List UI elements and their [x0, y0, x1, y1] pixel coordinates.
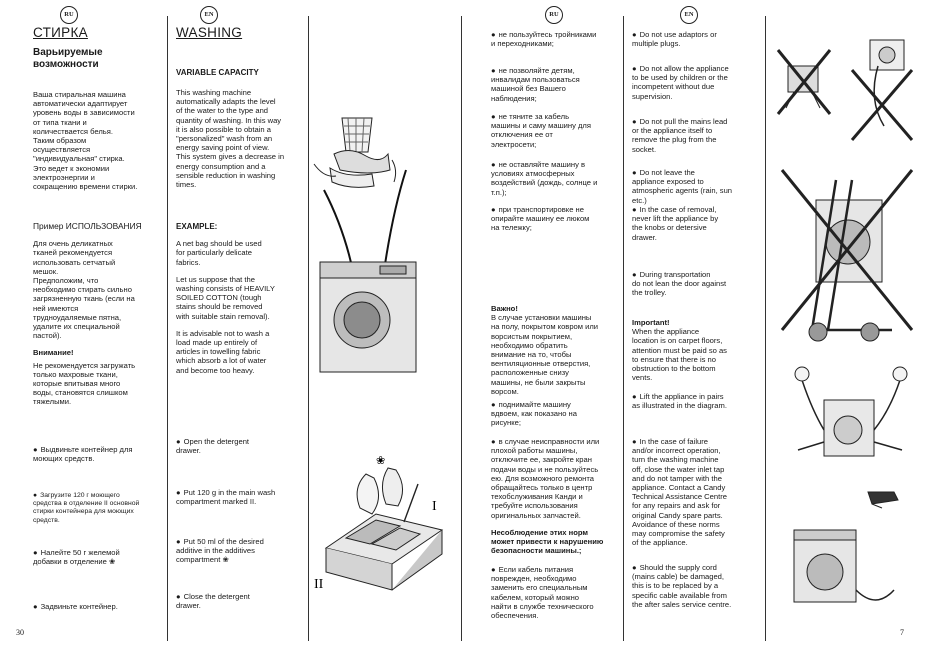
en-bullet-8: ● In the case of failure and/or incorrect operation, turn the washing machine off, close the water inlet tap and do not tamper with the appliance. Contact a Candy Technical Assistance Centre for any repairs and ask for original Candy spare parts. Avoidance of these norms may compromise the safety of the appliance.	[632, 437, 762, 547]
en-bullet-1: ● Do not use adaptors or multiple plugs.	[632, 30, 762, 48]
pull-plug-icon	[852, 40, 912, 140]
ru-important-block	[491, 304, 621, 404]
safety-illustrations	[772, 30, 922, 630]
en-column	[632, 30, 762, 56]
ru-example-text: Для очень деликатных тканей рекомендуется использовать сетчатый мешок. Предположим, что необходимо стирать сильно загрязненную ткань (если на ней имеются трудноудаляемые пятна, удалите их специальной пастой).	[33, 239, 135, 341]
en-bullet-8-block	[632, 437, 762, 555]
page-number: 7	[900, 628, 904, 637]
column-divider	[308, 16, 309, 641]
main-wash-compartment-label: I	[432, 499, 437, 514]
en-example-block	[176, 222, 304, 383]
ru-important-text: В случае установки машины на полу, покрытом ковром или ворсистым покрытием, необходимо обратить внимание на то, чтобы вентиляционные отверстия, расположенные снизу машины, не были закрыты ворсом.	[491, 313, 599, 396]
ru-step-2-text: ● Загрузите 120 г моющего средства в отделение II основной стирки контейнера для моющих средств.	[33, 492, 165, 525]
washing-machine-icon	[320, 262, 416, 372]
ru-step-1-text: ● Выдвиньте контейнер для моющих средств.	[33, 445, 165, 463]
ru-bullet-7: ● в случае неисправности или плохой работы машины, отключите ее, закройте кран подачи воды и не пользуйтесь ею. Для возможного ремонта обращайтесь только в центр техобслуживания Канди и требуйте использования оригинальных запчастей.	[491, 437, 621, 520]
ru-subtitle: Варьируемые возможности	[33, 47, 103, 71]
ru-language-badge: RU	[545, 6, 563, 24]
en-column	[176, 25, 304, 40]
ru-bullet-5: ● при транспортировке не опирайте машину ее люком на тележку;	[491, 205, 621, 233]
en-step-3-text: ● Put 50 ml of the desired additive in the additives compartment	[176, 537, 264, 564]
page-number: 30	[16, 628, 24, 637]
en-title: WASHING	[176, 25, 243, 40]
en-bullet-3-block	[632, 117, 762, 162]
en-intro-block	[176, 88, 304, 197]
en-important-heading: Important!	[632, 318, 670, 327]
en-example-text-1: A net bag should be used for particularly delicate fabrics.	[176, 239, 262, 267]
ru-bullet-4-block	[491, 160, 621, 205]
ru-step-4	[33, 602, 165, 619]
en-bullet-3: ● Do not pull the mains lead or the appliance itself to remove the plug from the socket.	[632, 117, 762, 154]
ru-important-heading: Важно!	[491, 304, 518, 313]
trolley-transport-icon	[782, 170, 912, 341]
prewash-compartment-label: II	[314, 577, 324, 592]
flower-additive-icon: ❀	[109, 557, 116, 567]
ru-warning-heading: Несоблюдение этих норм может привести к нарушению безопасности машины.;	[491, 528, 604, 556]
flower-additive-icon: ❀	[222, 555, 229, 565]
en-bullet-5-block	[632, 205, 762, 250]
ru-bullet-3: ● не тяните за кабель машины и саму машину для отключения ее от электросети;	[491, 112, 621, 149]
en-step-3	[176, 537, 304, 565]
ru-step-4-text: ● Задвиньте контейнер.	[33, 602, 165, 611]
ru-title: СТИРКА	[33, 25, 88, 40]
lift-in-pairs-icon	[795, 367, 907, 456]
ru-warning-block	[491, 528, 621, 564]
laundry-machine-illustration	[310, 90, 458, 380]
ru-attention-text: Не рекомендуется загружать только махровые ткани, которые впитывая много воды, становятся слишком тяжелыми.	[33, 360, 136, 407]
en-bullet-5: ● In the case of removal, never lift the appliance by the knobs or detersive drawer.	[632, 205, 762, 242]
flower-additive-icon: ❀	[376, 455, 386, 467]
laundry-basket-icon	[314, 118, 396, 187]
en-language-badge: EN	[680, 6, 698, 24]
en-step-2	[176, 488, 304, 514]
en-important-block	[632, 318, 762, 390]
ru-bullet-1: ● не пользуйтесь тройниками и переходниками;	[491, 30, 621, 48]
en-bullet-7: ● Lift the appliance in pairs as illustrated in the diagram.	[632, 392, 762, 410]
ru-bullet-4: ● не оставляйте машину в условиях атмосферных воздействий (дождь, солнце и т.п.);	[491, 160, 621, 197]
ru-attention-heading: Внимание!	[33, 348, 74, 358]
ru-column	[491, 30, 621, 56]
en-important-text: When the appliance location is on carpet floors, attention must be paid so as to ensure that there is no obstruction to the bottom vents.	[632, 327, 727, 383]
column-divider	[167, 16, 168, 641]
en-step-2-text: ● Put 120 g in the main wash compartment marked II.	[176, 488, 304, 506]
en-bullet-4: ● Do not leave the appliance exposed to atmospheric agents (rain, sun etc.)	[632, 168, 762, 205]
en-step-1	[176, 437, 304, 463]
en-bullet-9-block	[632, 563, 762, 617]
en-step-4-text: ● Close the detergent drawer.	[176, 592, 304, 610]
en-subtitle: VARIABLE CAPACITY	[176, 68, 259, 77]
page-divider	[461, 16, 462, 641]
washing-machine-cable-icon	[794, 530, 894, 602]
ru-bullet-8: ● Если кабель питания поврежден, необходимо заменить его специальным кабелем, который можно найти в службе технического обеспечения.	[491, 565, 621, 620]
en-language-badge: EN	[200, 6, 218, 24]
ru-bullet-7-block	[491, 437, 621, 528]
en-step-1-text: ● Open the detergent drawer.	[176, 437, 304, 455]
ru-bullet-8-block	[491, 565, 621, 628]
ru-bullet-6-block	[491, 400, 621, 436]
ru-intro-text: Ваша стиральная машина автоматически адаптирует уровень воды в зависимости от типа ткани и количествается белья. Таким образом осуществляется "индивидуальная" стирка. Это ведет к экономии электроэнергии и сокращению времени стирки.	[33, 90, 138, 192]
en-bullet-7-block	[632, 392, 762, 418]
ru-bullet-2: ● не позволяйте детям, инвалидам пользоваться машиной без Вашего наблюдения;	[491, 66, 621, 103]
en-bullet-2-block	[632, 64, 762, 109]
en-example-text-2: Let us suppose that the washing consists of HEAVILY SOILED COTTON (tough stains should be removed with suitable stain removal).	[176, 274, 275, 321]
en-bullet-9: ● Should the supply cord (mains cable) be damaged, this is to be replaced by a specific cable available from the after sales service centre.	[632, 563, 762, 609]
ru-language-badge: RU	[60, 6, 78, 24]
column-divider	[765, 16, 766, 641]
en-example-heading: EXAMPLE:	[176, 222, 218, 231]
ru-step-2	[33, 492, 165, 533]
en-intro-text: This washing machine automatically adapts the level of the water to the type and quantity of washing. In this way it is also possible to obtain a "personalized" wash from an energy saving point of view. This system gives a decrease in energy consumption and a sensible reduction in washing times.	[176, 88, 285, 190]
ru-column	[33, 25, 165, 71]
column-divider	[623, 16, 624, 641]
en-example-text-3: It is advisable not to wash a load made up entirely of articles in towelling fabric which absorb a lot of water and become too heavy.	[176, 328, 270, 375]
ru-bullet-5-block	[491, 205, 621, 241]
en-bullet-2: ● Do not allow the appliance to be used by children or the incompetent without due supervision.	[632, 64, 762, 101]
ru-example-block	[33, 222, 165, 415]
ru-step-1	[33, 445, 165, 471]
ru-bullet-2-block	[491, 66, 621, 111]
ru-bullet-3-block	[491, 112, 621, 157]
ru-step-3-text: ● Налейте 50 г желемой добавки в отделение	[33, 548, 120, 566]
ru-step-3	[33, 548, 165, 566]
water-tap-icon	[868, 492, 898, 508]
ru-bullet-6: ● поднимайте машину вдвоем, как показано на рисунке;	[491, 400, 621, 428]
en-bullet-6: ● During transportation do not lean the door against the trolley.	[632, 270, 762, 298]
en-step-4	[176, 592, 304, 618]
ru-intro-block	[33, 90, 165, 199]
ru-example-heading: Пример ИСПОЛЬЗОВАНИЯ	[33, 221, 142, 231]
detergent-drawer-illustration	[312, 444, 458, 614]
en-bullet-6-block	[632, 270, 762, 306]
en-subtitle-block	[176, 68, 304, 85]
multiple-plug-icon	[778, 50, 830, 114]
